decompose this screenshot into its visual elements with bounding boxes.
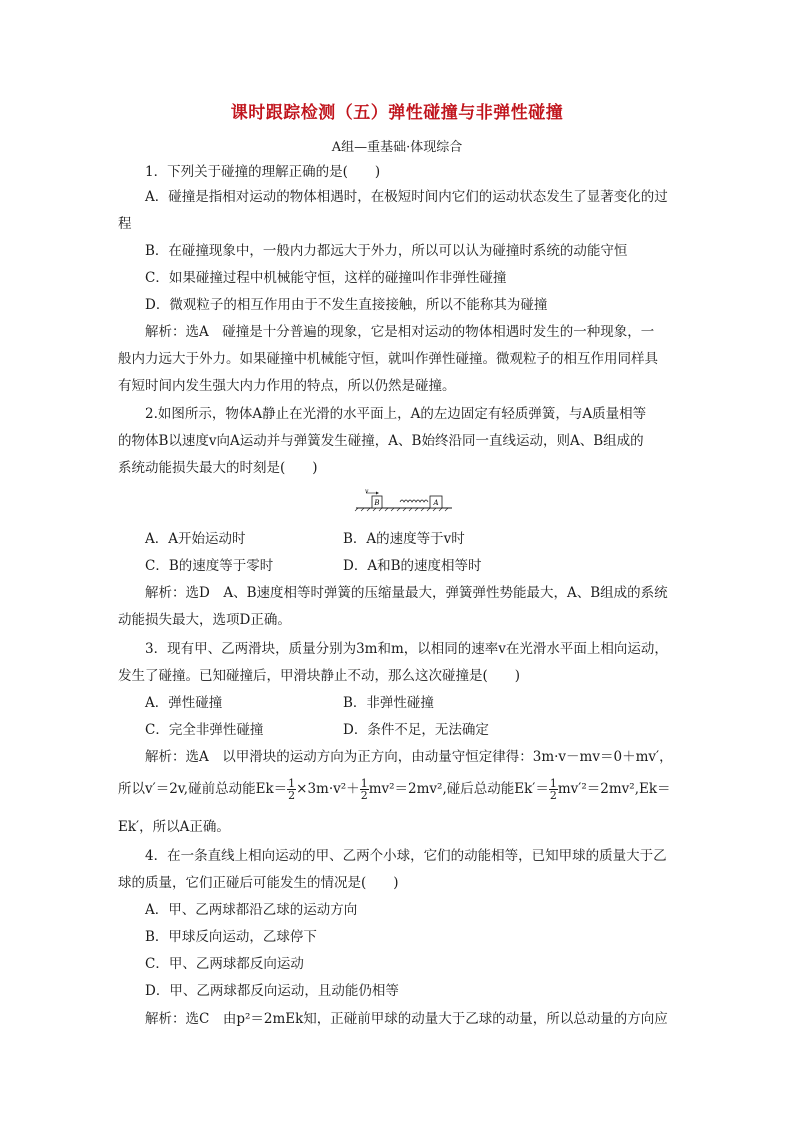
- q3-option-d: D．条件不足，无法确定: [343, 722, 489, 738]
- block-a-label: A: [433, 499, 439, 507]
- q2-option-c: C．B的速度等于零时: [145, 558, 274, 574]
- q3-analysis: 解析：选A 以甲滑块的运动方向为正方向，由动量守恒定律得：3m·v－mv＝0＋mv′，: [145, 749, 673, 765]
- block-b-label: B: [374, 499, 380, 507]
- q1-analysis-cont: 般内力远大于外力。如果碰撞中机械能守恒，就叫作弹性碰撞。微观粒子的相互作用同样具: [118, 351, 658, 367]
- q1-option-b: B．在碰撞现象中，一般内力都远大于外力，所以可以认为碰撞时系统的动能守恒: [145, 243, 628, 259]
- q3-analysis-cont: Ek′，所以A正确。: [118, 819, 230, 835]
- q3-option-a: A．弹性碰撞: [145, 695, 223, 711]
- q3-analysis-part2: ×3m·v²＋: [296, 781, 360, 797]
- q2-stem-cont: 的物体B以速度v向A运动并与弹簧发生碰撞，A、B始终沿同一直线运动，则A、B组成的: [118, 433, 644, 449]
- q4-analysis: 解析：选C 由p²＝2mEk知，正碰前甲球的动量大于乙球的动量，所以总动量的方向应: [145, 1011, 668, 1027]
- q1-analysis-cont2: 有短时间内发生强大内力作用的特点，所以仍然是碰撞。: [118, 378, 456, 394]
- q4-option-b: B．甲球反向运动，乙球停下: [145, 929, 317, 945]
- q2-stem-cont2: 系统动能损失最大的时刻是( ): [118, 460, 318, 476]
- page-title: 课时跟踪检测（五）弹性碰撞与非弹性碰撞: [230, 103, 564, 123]
- q1-analysis: 解析：选A 碰撞是十分普遍的现象，它是相对运动的物体相遇时发生的一种现象，一: [145, 324, 655, 340]
- fraction-half: $\frac{1}{2}$: [288, 777, 296, 802]
- q2-analysis-cont: 动能损失最大，选项D正确。: [118, 612, 291, 628]
- q3-analysis-part4: mv′²＝2mv²,Ek＝: [557, 781, 671, 797]
- q3-option-c: C．完全非弹性碰撞: [145, 722, 264, 738]
- q4-stem: 4．在一条直线上相向运动的甲、乙两个小球，它们的动能相等，已知甲球的质量大于乙: [145, 848, 667, 864]
- q4-stem-cont: 球的质量，它们正碰后可能发生的情况是( ): [118, 875, 399, 891]
- q1-option-d: D．微观粒子的相互作用由于不发生直接接触，所以不能称其为碰撞: [145, 297, 548, 313]
- q3-analysis-formula-line: [118, 778, 671, 801]
- q2-option-b: B．A的速度等于v时: [343, 531, 465, 547]
- q2-option-d: D．A和B的速度相等时: [343, 558, 482, 574]
- q1-option-a: A．碰撞是指相对运动的物体相遇时，在极短时间内它们的运动状态发生了显著变化的过: [145, 189, 668, 205]
- spring-block-figure: [354, 488, 454, 512]
- fraction-half: $\frac{1}{2}$: [360, 777, 368, 802]
- velocity-label: v: [365, 488, 369, 495]
- q1-option-a-cont: 程: [118, 216, 132, 232]
- q2-analysis: 解析：选D A、B速度相等时弹簧的压缩量最大，弹簧弹性势能最大，A、B组成的系统: [145, 585, 668, 601]
- q2-stem: 2.如图所示，物体A静止在光滑的水平面上，A的左边固定有轻质弹簧，与A质量相等: [145, 406, 647, 422]
- q3-stem-cont: 发生了碰撞。已知碰撞后，甲滑块静止不动，那么这次碰撞是( ): [118, 668, 521, 684]
- fraction-half: $\frac{1}{2}$: [549, 777, 557, 802]
- q4-option-c: C．甲、乙两球都反向运动: [145, 956, 304, 972]
- section-subtitle: A组—重基础·体现综合: [331, 140, 463, 155]
- q3-analysis-part3: mv²＝2mv²,碰后总动能Ek′＝: [368, 781, 549, 797]
- q3-analysis-part1: 所以v′＝2v,碰前总动能Ek＝: [118, 781, 288, 797]
- q1-option-c: C．如果碰撞过程中机械能守恒，这样的碰撞叫作非弹性碰撞: [145, 270, 507, 286]
- q4-option-a: A．甲、乙两球都沿乙球的运动方向: [145, 902, 358, 918]
- q2-option-a: A．A开始运动时: [145, 531, 246, 547]
- spring: [400, 500, 428, 502]
- q4-option-d: D．甲、乙两球都反向运动，且动能仍相等: [145, 983, 399, 999]
- q3-stem: 3．现有甲、乙两滑块，质量分别为3m和m，以相同的速率v在光滑水平面上相向运动，: [145, 641, 668, 657]
- q1-stem: 1．下列关于碰撞的理解正确的是( ): [145, 164, 381, 180]
- q3-option-b: B．非弹性碰撞: [343, 695, 434, 711]
